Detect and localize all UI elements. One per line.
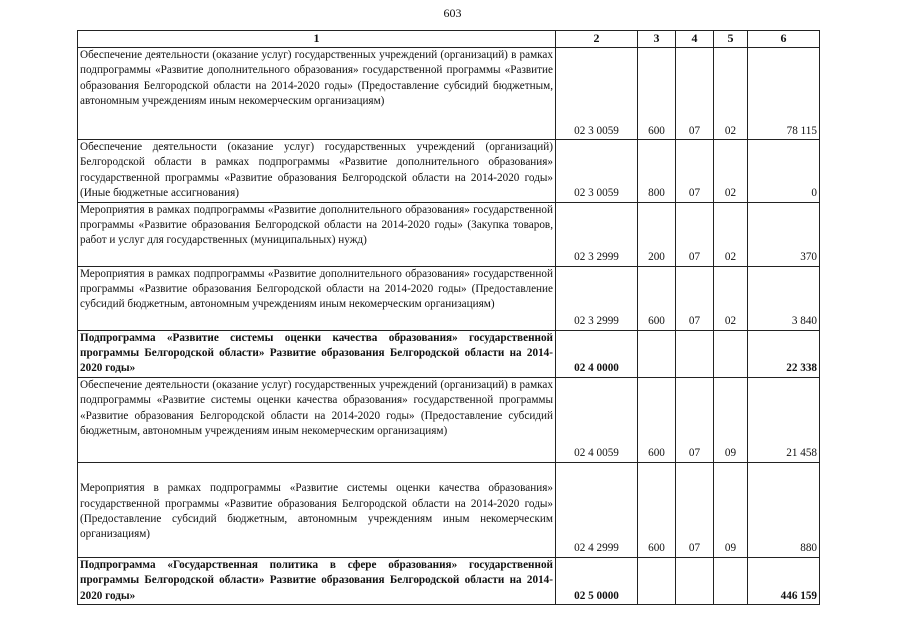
row-section: 07 (676, 48, 714, 140)
row-description: Обеспечение деятельности (оказание услуг) государственных учреждений (организаций) в рамках подпрограммы «Развитие дополнительного образования» государственной программы «Развитие образования Белгородской области на 2014-2020 годы» (Предоставление субсидий бюджетным, автономным учреждениям иным некомерческим организациям) (78, 48, 556, 140)
table-row (78, 266, 820, 330)
row-subsection: 09 (714, 377, 748, 462)
row-section: 07 (676, 140, 714, 203)
column-header: 2 (556, 31, 638, 48)
row-expense-type (638, 557, 676, 604)
row-subsection: 02 (714, 48, 748, 140)
row-subsection: 02 (714, 202, 748, 266)
column-header: 3 (638, 31, 676, 48)
row-amount: 446 159 (748, 557, 820, 604)
budget-table (77, 30, 820, 605)
row-expense-type: 800 (638, 140, 676, 203)
row-description: Мероприятия в рамках подпрограммы «Развитие дополнительного образования» государственной программы «Развитие образования Белгородской области на 2014-2020 годы» (Предоставление субсидий бюджетным, автономным учреждениям иным некомерческим организациям) (78, 266, 556, 330)
row-expense-type (638, 330, 676, 377)
row-code: 02 4 0059 (556, 377, 638, 462)
column-header: 4 (676, 31, 714, 48)
table-row (78, 48, 820, 140)
row-section: 07 (676, 266, 714, 330)
row-code: 02 4 0000 (556, 330, 638, 377)
row-section (676, 330, 714, 377)
row-description: Мероприятия в рамках подпрограммы «Развитие дополнительного образования» государственной программы «Развитие образования Белгородской области на 2014-2020 годы» (Закупка товаров, работ и услуг для государственных (муниципальных) нужд) (78, 202, 556, 266)
table-row (78, 377, 820, 462)
table-row-subprogram (78, 557, 820, 604)
row-description: Подпрограмма «Развитие системы оценки качества образования» государственной программы Белгородской области» Развитие образования Белгородской области на 2014-2020 годы» (78, 330, 556, 377)
row-code: 02 4 2999 (556, 462, 638, 557)
row-description: Мероприятия в рамках подпрограммы «Развитие системы оценки качества образования» государственной программы «Развитие образования Белгородской области на 2014-2020 годы» (Предоставление субсидий бюджетным, автономным учреждениям иным некомерческим организациям) (78, 462, 556, 557)
row-amount: 21 458 (748, 377, 820, 462)
row-section: 07 (676, 202, 714, 266)
row-expense-type: 600 (638, 48, 676, 140)
row-section: 07 (676, 462, 714, 557)
row-code: 02 3 0059 (556, 48, 638, 140)
row-amount: 3 840 (748, 266, 820, 330)
table-row-subprogram (78, 330, 820, 377)
table-row (78, 202, 820, 266)
table-row (78, 140, 820, 203)
row-amount: 78 115 (748, 48, 820, 140)
row-section: 07 (676, 377, 714, 462)
row-expense-type: 600 (638, 266, 676, 330)
column-header: 5 (714, 31, 748, 48)
row-section (676, 557, 714, 604)
row-subsection (714, 557, 748, 604)
column-header: 1 (78, 31, 556, 48)
table-row (78, 462, 820, 557)
row-code: 02 3 2999 (556, 202, 638, 266)
row-amount: 370 (748, 202, 820, 266)
row-description: Подпрограмма «Государственная политика в сфере образования» государственной программы Белгородской области» Развитие образования Белгородской области на 2014-2020 годы» (78, 557, 556, 604)
row-amount: 880 (748, 462, 820, 557)
table-header-row (78, 31, 820, 48)
row-subsection: 09 (714, 462, 748, 557)
row-subsection: 02 (714, 266, 748, 330)
row-code: 02 5 0000 (556, 557, 638, 604)
row-code: 02 3 2999 (556, 266, 638, 330)
row-subsection (714, 330, 748, 377)
row-description: Обеспечение деятельности (оказание услуг) государственных учреждений (организаций) Белгородской области в рамках подпрограммы «Развитие дополнительного образования» государственной программы «Развитие образования Белгородской области на 2014-2020 годы» (Иные бюджетные ассигнования) (78, 140, 556, 203)
page-number: 603 (443, 6, 462, 20)
row-amount: 22 338 (748, 330, 820, 377)
row-description: Обеспечение деятельности (оказание услуг) государственных учреждений (организаций) в рамках подпрограммы «Развитие системы оценки качества образования» государственной программы «Развитие образования Белгородской области на 2014-2020 годы» (Предоставление субсидий бюджетным, автономным учреждениям иным некомерческим организациям) (78, 377, 556, 462)
row-code: 02 3 0059 (556, 140, 638, 203)
row-expense-type: 200 (638, 202, 676, 266)
column-header: 6 (748, 31, 820, 48)
row-expense-type: 600 (638, 377, 676, 462)
row-expense-type: 600 (638, 462, 676, 557)
row-subsection: 02 (714, 140, 748, 203)
row-amount: 0 (748, 140, 820, 203)
